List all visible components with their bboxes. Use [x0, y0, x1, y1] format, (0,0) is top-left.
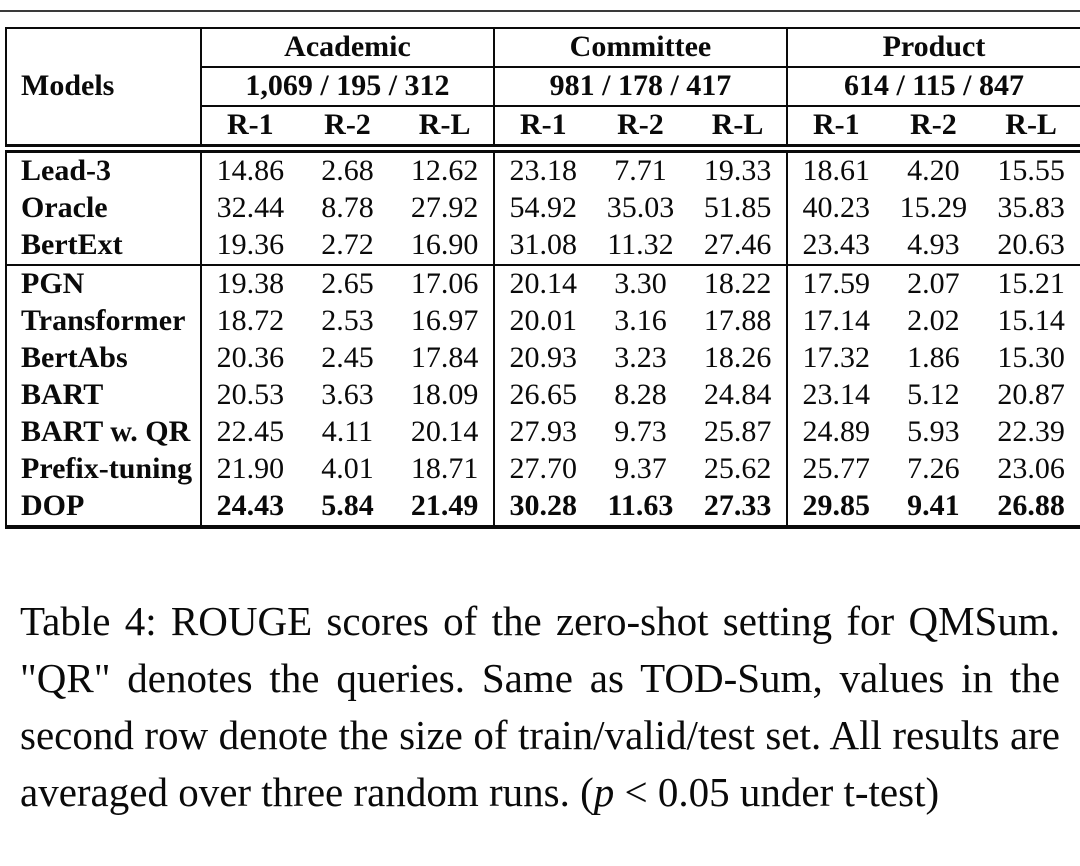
score-cell: 15.55: [997, 154, 1065, 187]
score-cell: 2.07: [907, 267, 960, 300]
score-cell: 4.20: [907, 154, 960, 187]
models-column-header: Models: [6, 28, 201, 149]
score-cell: 19.38: [201, 265, 299, 303]
table-row: [6, 340, 1080, 377]
table-row: [6, 149, 1080, 191]
sizes-committee: 981 / 178 / 417: [494, 67, 787, 106]
score-cell: 20.63: [982, 227, 1080, 265]
score-cell: 2.68: [321, 154, 374, 187]
group-header-row: [6, 28, 1080, 67]
metric-header: R-1: [494, 106, 592, 149]
table-caption: [0, 593, 1080, 821]
score-cell: 18.71: [410, 452, 479, 485]
caption-p-symbol: p: [593, 769, 615, 815]
score-cell: 18.09: [410, 378, 479, 411]
score-cell: 2.72: [299, 227, 397, 265]
score-cell: 4.01: [321, 452, 374, 485]
score-cell: 23.14: [787, 377, 885, 414]
score-cell: 23.06: [997, 452, 1065, 485]
score-cell: 17.14: [787, 303, 885, 340]
score-cell: 15.14: [997, 304, 1065, 337]
group-header-academic: Academic: [201, 28, 494, 67]
caption-text-tail: < 0.05 under t-test): [614, 769, 940, 815]
metric-header: R-L: [689, 106, 787, 149]
group-header-committee: Committee: [494, 28, 787, 67]
score-cell: 14.86: [201, 149, 299, 191]
score-cell: 30.28: [494, 488, 592, 527]
score-cell: 15.29: [899, 191, 968, 224]
score-cell: 27.33: [689, 488, 787, 527]
score-cell: 24.43: [201, 488, 299, 527]
table-row: [6, 190, 1080, 227]
score-cell: 2.53: [321, 304, 374, 337]
score-cell: 20.53: [201, 377, 299, 414]
score-cell: 25.87: [703, 415, 772, 448]
metric-header: R-2: [885, 106, 983, 149]
score-cell: 21.49: [396, 488, 494, 527]
score-cell: 21.90: [201, 451, 299, 488]
score-cell: 17.32: [787, 340, 885, 377]
score-cell: 27.92: [410, 191, 479, 224]
score-cell: 18.61: [787, 149, 885, 191]
sizes-product: 614 / 115 / 847: [787, 67, 1080, 106]
score-cell: 35.83: [997, 191, 1065, 224]
score-cell: 16.90: [396, 227, 494, 265]
score-cell: 15.30: [997, 341, 1065, 374]
score-cell: 20.36: [201, 340, 299, 377]
score-cell: 5.93: [907, 415, 960, 448]
score-cell: 8.78: [321, 191, 374, 224]
score-cell: 17.06: [410, 267, 479, 300]
score-cell: 26.65: [494, 377, 592, 414]
score-cell: 20.14: [494, 265, 592, 303]
score-cell: 5.12: [907, 378, 960, 411]
score-cell: 32.44: [201, 190, 299, 227]
score-cell: 7.71: [614, 154, 667, 187]
score-cell: 12.62: [410, 154, 479, 187]
metric-header: R-L: [396, 106, 494, 149]
score-cell: 20.14: [410, 415, 479, 448]
score-cell: 23.18: [494, 149, 592, 191]
model-name: BertExt: [6, 227, 201, 265]
score-cell: 2.02: [907, 304, 960, 337]
score-cell: 27.93: [494, 414, 592, 451]
score-cell: 2.65: [321, 267, 374, 300]
score-cell: 19.33: [703, 154, 772, 187]
table-row: [6, 451, 1080, 488]
model-name: BART w. QR: [6, 414, 201, 451]
metric-header: R-2: [592, 106, 690, 149]
score-cell: 18.26: [703, 341, 772, 374]
score-cell: 11.32: [592, 227, 690, 265]
score-cell: 19.36: [201, 227, 299, 265]
score-cell: 5.84: [299, 488, 397, 527]
table-row: [6, 227, 1080, 265]
score-cell: 3.63: [321, 378, 374, 411]
score-cell: 25.77: [787, 451, 885, 488]
table-row: [6, 488, 1080, 527]
sizes-academic: 1,069 / 195 / 312: [201, 67, 494, 106]
score-cell: 4.93: [885, 227, 983, 265]
score-cell: 18.22: [703, 267, 772, 300]
rouge-scores-table: [5, 27, 1080, 529]
score-cell: 22.39: [997, 415, 1065, 448]
score-cell: 11.63: [592, 488, 690, 527]
score-cell: 15.21: [997, 267, 1065, 300]
model-name: Transformer: [6, 303, 201, 340]
score-cell: 24.84: [703, 378, 772, 411]
score-cell: 27.46: [689, 227, 787, 265]
score-cell: 22.45: [201, 414, 299, 451]
table-row: [6, 303, 1080, 340]
score-cell: 51.85: [703, 191, 772, 224]
score-cell: 20.01: [494, 303, 592, 340]
table-row: [6, 414, 1080, 451]
score-cell: 9.41: [885, 488, 983, 527]
score-cell: 27.70: [494, 451, 592, 488]
score-cell: 3.30: [614, 267, 667, 300]
score-cell: 23.43: [787, 227, 885, 265]
model-name: PGN: [6, 265, 201, 303]
score-cell: 3.23: [614, 341, 667, 374]
score-cell: 2.45: [321, 341, 374, 374]
score-cell: 9.37: [614, 452, 667, 485]
score-cell: 9.73: [614, 415, 667, 448]
score-cell: 3.16: [614, 304, 667, 337]
metric-header: R-2: [299, 106, 397, 149]
score-cell: 25.62: [703, 452, 772, 485]
model-name: Prefix-tuning: [6, 451, 201, 488]
score-cell: 17.59: [787, 265, 885, 303]
score-cell: 20.87: [997, 378, 1065, 411]
model-name: Oracle: [6, 190, 201, 227]
caption-text: Table 4: ROUGE scores of the zero-shot setting for QMSum. "QR" denotes the queries. Same as TOD-Sum, values in the second row denote the size of train/valid/test set. All results are averaged over three random runs. (: [20, 598, 1060, 815]
model-name: Lead-3: [6, 149, 201, 191]
metric-header: R-1: [201, 106, 299, 149]
score-cell: 35.03: [606, 191, 675, 224]
score-cell: 4.11: [321, 415, 374, 448]
score-cell: 16.97: [410, 304, 479, 337]
score-cell: 18.72: [201, 303, 299, 340]
score-cell: 8.28: [614, 378, 667, 411]
metric-header: R-L: [982, 106, 1080, 149]
score-cell: 31.08: [494, 227, 592, 265]
model-name: BertAbs: [6, 340, 201, 377]
model-name: BART: [6, 377, 201, 414]
table-row: [6, 265, 1080, 303]
score-cell: 40.23: [787, 190, 885, 227]
page-top-rule: [0, 10, 1080, 12]
metric-header: R-1: [787, 106, 885, 149]
table-row: [6, 377, 1080, 414]
results-table-container: [5, 27, 1080, 529]
score-cell: 20.93: [494, 340, 592, 377]
score-cell: 7.26: [907, 452, 960, 485]
score-cell: 24.89: [787, 414, 885, 451]
score-cell: 1.86: [907, 341, 960, 374]
score-cell: 29.85: [787, 488, 885, 527]
model-name: DOP: [6, 488, 201, 527]
group-header-product: Product: [787, 28, 1080, 67]
score-cell: 26.88: [982, 488, 1080, 527]
score-cell: 17.88: [703, 304, 772, 337]
score-cell: 54.92: [494, 190, 592, 227]
score-cell: 17.84: [410, 341, 479, 374]
